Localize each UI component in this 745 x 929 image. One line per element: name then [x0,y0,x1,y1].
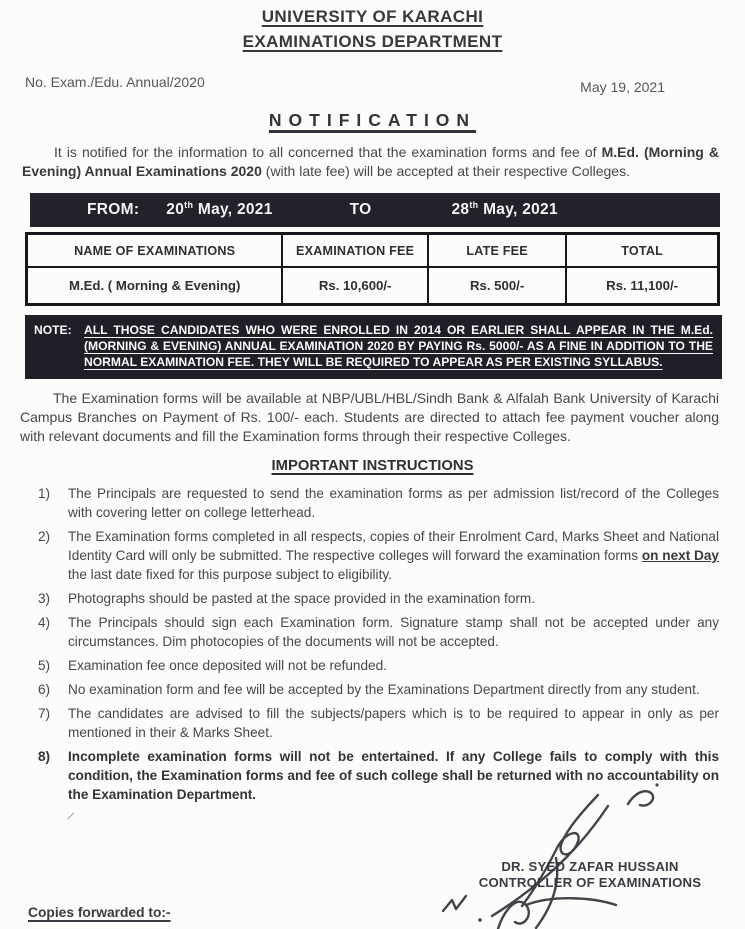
item-text: The candidates are advised to fill the subjects/papers which is to be required to appear in only as per mentioned in their & Marks Sheet. [68,706,719,740]
from-label: FROM: [87,201,140,218]
cell-exam-name: M.Ed. ( Morning & Evening) [27,267,283,305]
cell-exam-fee: Rs. 10,600/- [282,267,428,305]
instruction-item-4 [38,613,719,651]
item-text: Examination fee once deposited will not be refunded. [68,658,387,673]
reference-row [25,74,665,95]
item-number: 2) [38,529,51,544]
col-header-name: NAME OF EXAMINATIONS [27,234,283,268]
instruction-item-6 [38,680,719,699]
on-next-day-emphasis: on next Day [641,548,719,563]
forms-availability-paragraph: The Examination forms will be available at NBP/UBL/HBL/Sindh Bank & Alfalah Bank University of Karachi Campus Branches on Payment of Rs. 100/- each. Students are directed to attach fee payment voucher along with relevant documents and fill the Examination forms through their respective Colleges. [20,390,719,444]
item-text: The Principals are requested to send the examination forms as per admission list/record of the Colleges with covering letter on college letterhead. [68,486,719,520]
cell-total-fee: Rs. 11,100/- [566,267,718,305]
cell-late-fee: Rs. 500/- [428,267,566,305]
from-date: 20th May, 2021 [166,200,273,219]
item-text: The Examination forms completed in all respects, copies of their Enrolment Card, Marks Sheet and National Identity Card will only be submitted. The respective colleges will forward the examination forms on next Day the last date fixed for this purpose subject to eligibility. [68,529,719,582]
intro-paragraph [22,143,719,181]
university-title: UNIVERSITY OF KARACHI [261,7,484,26]
fee-table [25,232,720,306]
item-number: 1) [38,486,51,501]
instruction-item-3 [38,589,719,608]
from-ordinal: th [184,200,194,211]
col-header-exam-fee: EXAMINATION FEE [282,234,428,268]
intro-exam-name: M.Ed. (Morning & Evening) Annual Examinations 2020 [22,144,720,179]
schedule-banner [30,193,720,227]
instruction-item-1 [38,484,719,522]
note-block [25,315,722,379]
item-number: 3) [38,591,51,606]
instructions-heading-wrap [0,457,745,475]
signatory-title: CONTROLLER OF EXAMINATIONS [478,875,702,890]
to-label: TO [349,201,372,218]
item-text: The Principals should sign each Examination form. Signature stamp shall not be accepted under any circumstances. Dim photocopies of the documents will not be accepted. [68,615,719,649]
note-label: NOTE: [34,323,72,337]
to-ordinal: th [469,200,479,211]
notification-heading-wrap [0,110,745,131]
copies-forwarded-label: Copies forwarded to:- [28,905,171,920]
intro-pre: It is notified for the information to all concerned that the examination forms and fee of [54,144,602,160]
scan-artifact-mark: ⁄ [68,810,73,824]
item-number: 8) [38,749,51,764]
item-text: Incomplete examination forms will not be entertained. If any College fails to comply with this condition, the Examination forms and fee of such college shall be returned with no accountability on the Examination Department. [68,749,719,802]
letterhead [0,0,745,52]
reference-number: No. Exam./Edu. Annual/2020 [25,74,205,90]
fee-table-header-row [27,234,719,268]
instructions-heading: IMPORTANT INSTRUCTIONS [271,458,474,474]
instructions-list [38,484,719,804]
item-text: Photographs should be pasted at the space provided in the examination form. [68,591,536,606]
col-header-late-fee: LATE FEE [428,234,566,268]
instruction-item-2 [38,527,719,584]
item-number: 7) [38,706,51,721]
intro-post: (with late fee) will be accepted at their respective Colleges. [261,163,630,179]
item-number: 6) [38,682,51,697]
signatory-name: DR. SYED ZAFAR HUSSAIN [501,859,679,874]
item-number: 4) [38,615,51,630]
document-date: May 19, 2021 [580,79,665,95]
instruction-item-7 [38,704,719,742]
fee-table-data-row [27,267,719,305]
item-number: 5) [38,658,51,673]
to-date: 28th May, 2021 [451,200,558,219]
item-text: No examination form and fee will be accepted by the Examinations Department directly from any student. [68,682,700,697]
notification-heading: NOTIFICATION [268,110,477,130]
instruction-item-5 [38,656,719,675]
col-header-total: TOTAL [566,234,718,268]
signature-ink [430,778,730,929]
department-title: EXAMINATIONS DEPARTMENT [242,32,503,51]
note-text: ALL THOSE CANDIDATES WHO WERE ENROLLED IN 2014 OR EARLIER SHALL APPEAR IN THE M.Ed. (MORNING & EVENING) ANNUAL EXAMINATION 2020 BY PAYING Rs. 5000/- AS A FINE IN ADDITION TO THE NORMAL EXAMINATION FEE. THEY WILL BE REQUIRED TO APPEAR AS PER EXISTING SYLLABUS. [84,323,713,369]
